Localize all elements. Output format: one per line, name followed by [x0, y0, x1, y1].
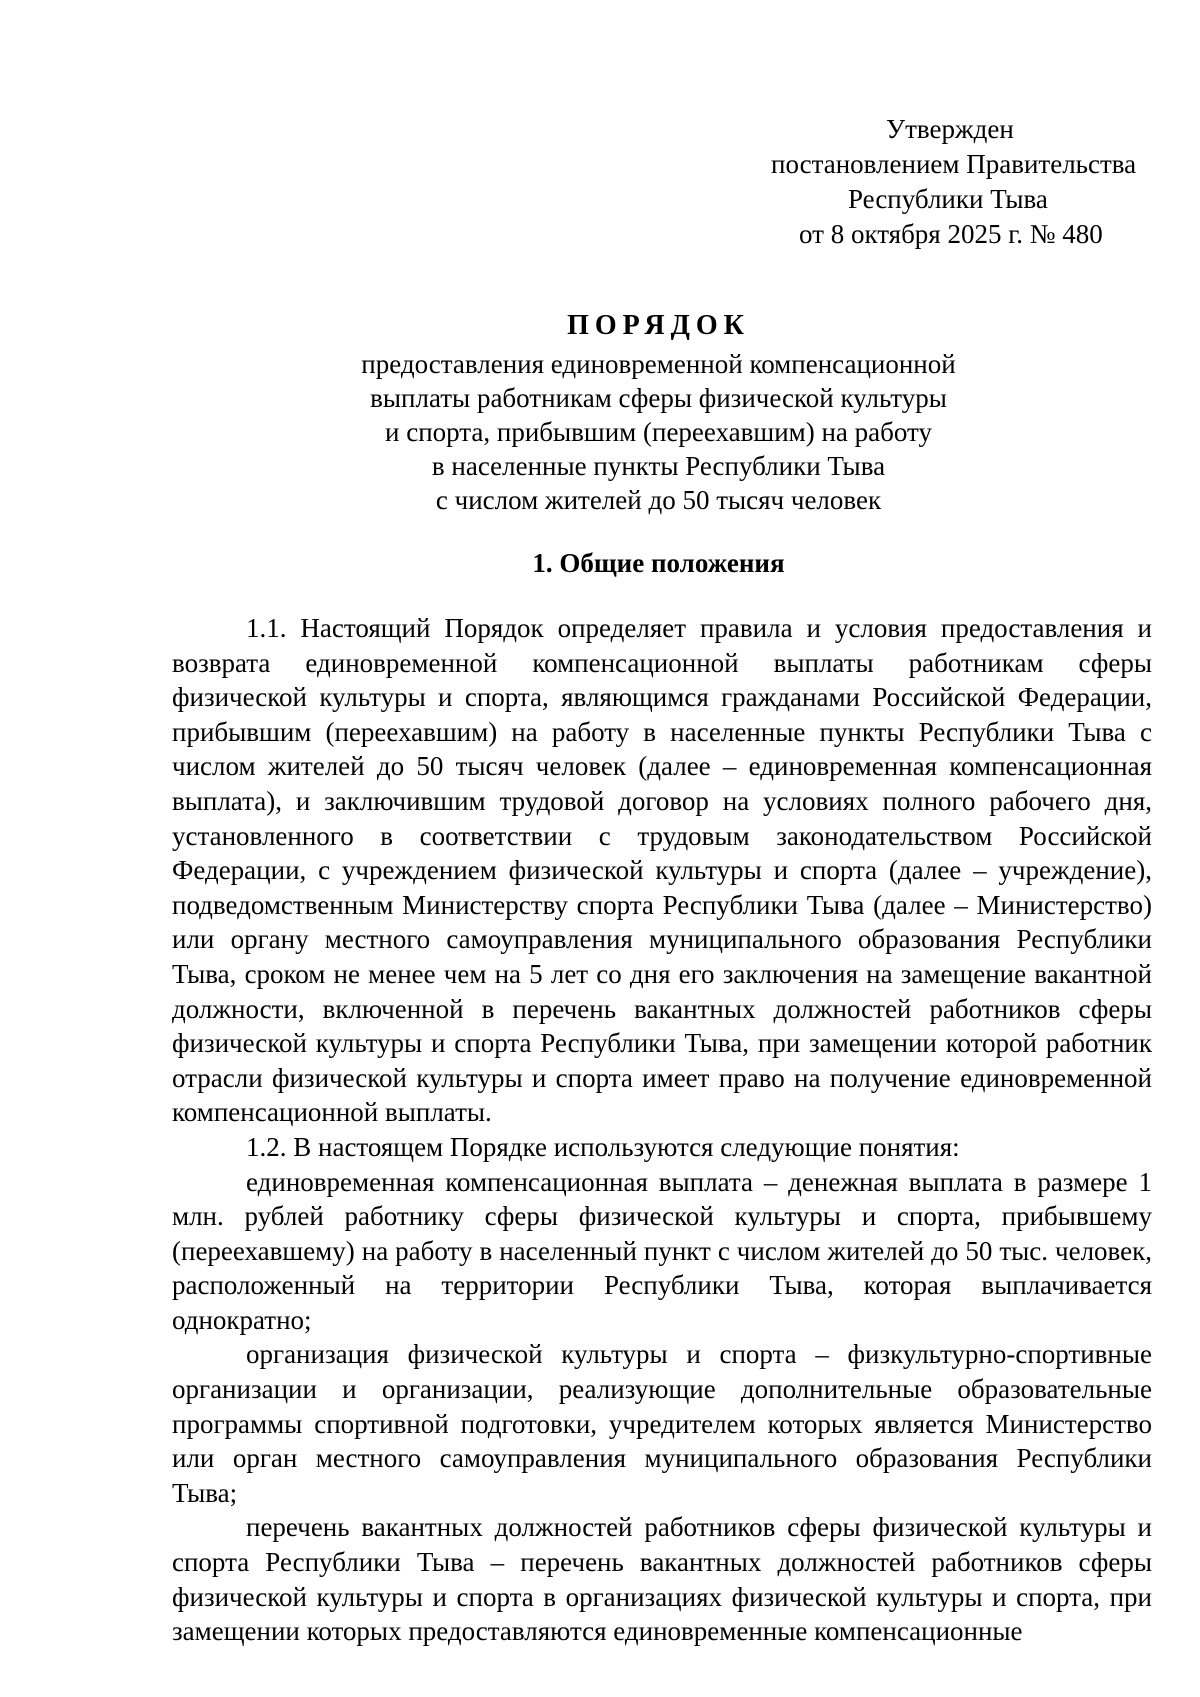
subtitle-line: с числом жителей до 50 тысяч человек [435, 485, 882, 515]
subtitle-line: выплаты работникам сферы физической культуры [370, 383, 947, 413]
subtitle-line: и спорта, прибывшим (переехавшим) на работу [385, 417, 932, 447]
section-heading: 1. Общие положения [532, 548, 785, 578]
document-subtitle [165, 347, 1152, 517]
approval-line-resolution: постановлением Правительства [771, 149, 1137, 179]
definition-compensation-payment: единовременная компенсационная выплата – денежная выплата в размере 1 млн. рублей работнику сферы физической культуры и спорта, прибывшему (переехавшему) на работу в населенный пункт с числом жителей до 50 тыс. человек, расположенный на территории Республики Тыва, которая выплачивается однократно; [172, 1166, 1152, 1335]
approval-line-republic: Республики Тыва [848, 184, 1048, 214]
section-body [172, 611, 1152, 1649]
definition-vacancy-list: перечень вакантных должностей работников сферы физической культуры и спорта Республики Тыва – перечень вакантных должностей работников сферы физической культуры и спорта в организациях физической культуры и спорта, при замещении которых предоставляются единовременные компенсационные [172, 1512, 1152, 1647]
subtitle-line: предоставления единовременной компенсационной [361, 349, 956, 379]
subtitle-line: в населенные пункты Республики Тыва [431, 451, 886, 481]
document-title: ПОРЯДОК [567, 310, 750, 341]
document-title-block [165, 309, 1152, 517]
approval-line-date-number: от 8 октября 2025 г. № 480 [799, 219, 1103, 249]
approval-stamp-block [736, 112, 1176, 252]
approval-line-approved: Утвержден [886, 114, 1014, 144]
definition-sports-organization: организация физической культуры и спорта – физкультурно-спортивные организации и организации, реализующие дополнительные образовательные программы спортивной подготовки, учредителем которых является Министерство или орган местного самоуправления муниципального образования Республики Тыва; [172, 1339, 1152, 1508]
paragraph-1-1: 1.1. Настоящий Порядок определяет правила и условия предоставления и возврата единовременной компенсационной выплаты работникам сферы физической культуры и спорта, являющимся гражданами Российской Федерации, прибывшим (переехавшим) на работу в населенные пункты Республики Тыва с числом жителей до 50 тысяч человек (далее – единовременная компенсационная выплата), и заключившим трудовой договор на условиях полного рабочего дня, установленного в соответствии с трудовым законодательством Российской Федерации, с учреждением физической культуры и спорта (далее – учреждение), подведомственным Министерству спорта Республики Тыва (далее – Министерство) или органу местного самоуправления муниципального образования Республики Тыва, сроком не менее чем на 5 лет со дня его заключения на замещение вакантной должности, включенной в перечень вакантных должностей работников сферы физической культуры и спорта Республики Тыва, при замещении которой работник отрасли физической культуры и спорта имеет право на получение единовременной компенсационной выплаты. [172, 613, 1152, 1128]
paragraph-1-2: 1.2. В настоящем Порядке используются следующие понятия: [246, 1131, 960, 1162]
